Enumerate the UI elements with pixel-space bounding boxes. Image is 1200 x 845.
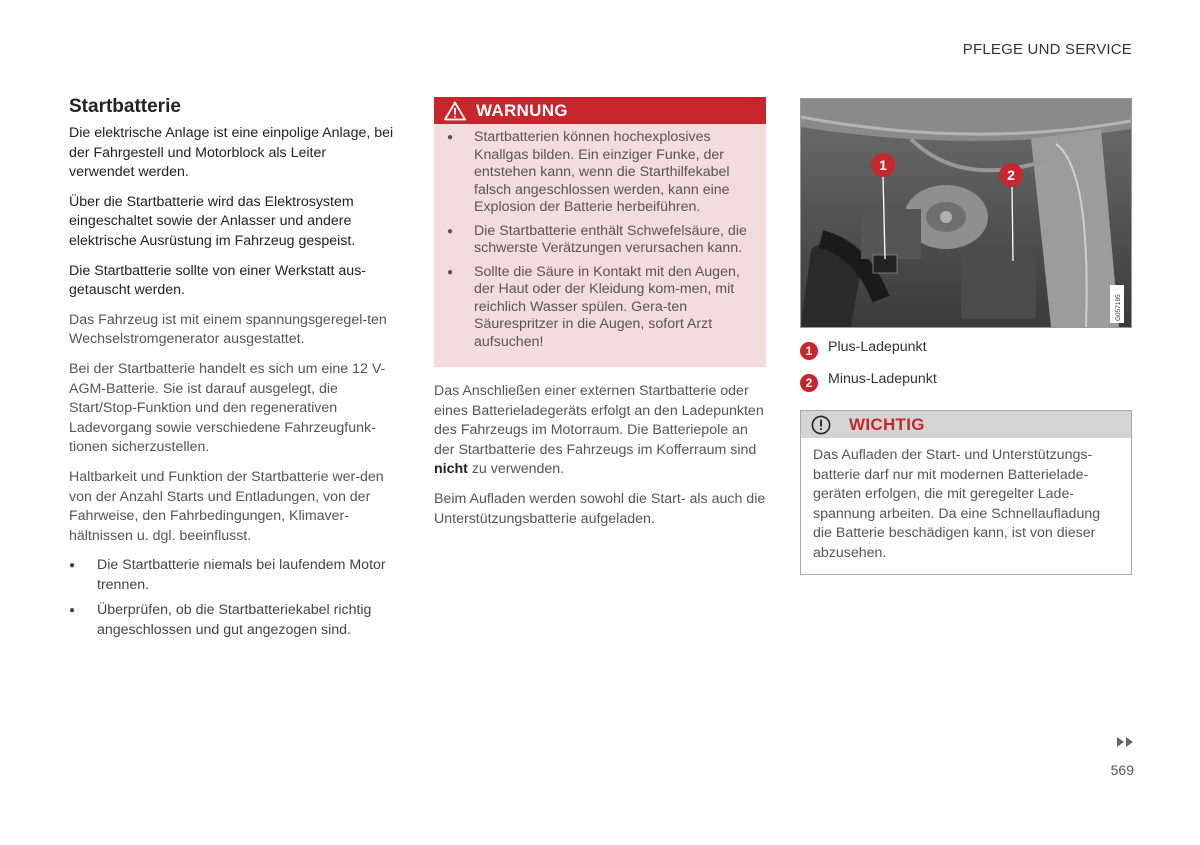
warning-item: ● Die Startbatterie enthält Schwefelsäure, die schwerste Verätzungen verursachen kann. — [434, 223, 756, 258]
important-box — [800, 410, 1132, 575]
intro-paragraph-1: Die elektrische Anlage ist eine einpolige Anlage, bei der Fahrgestell und Motorblock als Leiter verwendet werden. — [69, 125, 394, 181]
figure-legend — [800, 338, 1132, 388]
exclamation-circle-icon — [811, 415, 831, 435]
charging-paragraph-1 — [434, 382, 766, 480]
callout-number-2: 2 — [1007, 167, 1015, 183]
list-item: ● Überprüfen, ob die Startbatteriekabel richtig angeschlossen und gut angezogen sind. — [69, 601, 395, 640]
warning-item: ● Startbatterien können hochexplosives Knallgas bilden. Ein einziger Funke, der entstehen kann, wenn die Starthilfekabel falsch angeschlossen werden, kann eine Explosion der Batterie herbeiführen. — [434, 129, 756, 217]
body-paragraph-6: Haltbarkeit und Funktion der Startbatterie wer-den von der Anzahl Starts und Entladungen, von der Fahrweise, den Fahrbedingungen, Klimaver-hältnissen u. dgl. beeinflusst. — [69, 468, 384, 544]
engine-bay-photo — [800, 98, 1132, 328]
legend-label: Minus-Ladepunkt — [828, 371, 937, 387]
legend-label: Plus-Ladepunkt — [828, 339, 927, 355]
warning-list — [434, 129, 766, 351]
legend-number-badge: 1 — [800, 342, 818, 360]
important-header — [801, 411, 1131, 438]
warning-triangle-icon — [444, 101, 466, 121]
image-code: G057195 — [1115, 294, 1122, 321]
legend-item — [800, 338, 1132, 356]
important-text: Das Aufladen der Start- und Unterstützungs-batterie darf nur mit modernen Batterielade-geräten erfolgen, die mit geregelter Lade-spannung arbeiten. Da eine Schnellaufladung die Batterie beschädigen kann, ist von dieser abzusehen. — [813, 447, 1101, 561]
warning-label: WARNUNG — [476, 100, 568, 120]
warning-box — [434, 97, 766, 367]
important-label: WICHTIG — [849, 414, 925, 434]
page-title: Startbatterie — [69, 96, 181, 117]
bullet-list — [69, 556, 395, 640]
left-column — [69, 96, 395, 647]
emphasis-nicht: nicht — [434, 461, 468, 478]
continue-arrow-icon — [1116, 736, 1136, 748]
middle-column — [434, 97, 766, 539]
text-run: Das Anschließen einer externen Startbatterie oder eines Batterieladegeräts erfolgt an den Ladepunkten des Fahrzeugs im Motorraum. Die Batteriepole an der Startbatterie des Fahrzeugs im Kofferraum sind — [434, 383, 764, 458]
middle-text — [434, 382, 766, 529]
legend-item — [800, 370, 1132, 388]
warning-item: ● Sollte die Säure in Kontakt mit den Augen, der Haut oder der Kleidung kom-men, mit reichlich Wasser spülen. Gera-ten Säurespritzer in die Augen, sofort Arzt aufsuchen! — [434, 264, 756, 352]
intro-paragraph-3: Die Startbatterie sollte von einer Werkstatt aus-getauscht werden. — [69, 262, 367, 299]
callout-number-1: 1 — [879, 157, 887, 173]
body-paragraph-5: Bei der Startbatterie handelt es sich um eine 12 V-AGM-Batterie. Sie ist darauf ausgelegt, die Start/Stop-Funktion und den regenerativen Ladevorgang sowie verschiedene Fahrzeugfunk-tionen sicherzustellen. — [69, 360, 386, 456]
text-run: zu verwenden. — [467, 461, 565, 478]
legend-number-badge: 2 — [800, 374, 818, 392]
warning-header — [434, 97, 766, 124]
charging-paragraph-2: Beim Aufladen werden sowohl die Start- als auch die Unterstützungsbatterie aufgeladen. — [434, 490, 766, 527]
engine-bay-illustration — [801, 99, 1131, 327]
intro-paragraph-2: Über die Startbatterie wird das Elektrosystem eingeschaltet sowie der Anlasser und andere elektrische Ausrüstung im Fahrzeug gespeist. — [69, 193, 356, 249]
list-item: ● Die Startbatterie niemals bei laufendem Motor trennen. — [69, 556, 395, 595]
page-number: 569 — [1110, 762, 1134, 778]
body-paragraph-4: Das Fahrzeug ist mit einem spannungsgeregel-ten Wechselstromgenerator ausgestattet. — [69, 311, 387, 348]
right-column — [800, 98, 1132, 575]
section-header: PFLEGE UND SERVICE — [962, 41, 1132, 58]
